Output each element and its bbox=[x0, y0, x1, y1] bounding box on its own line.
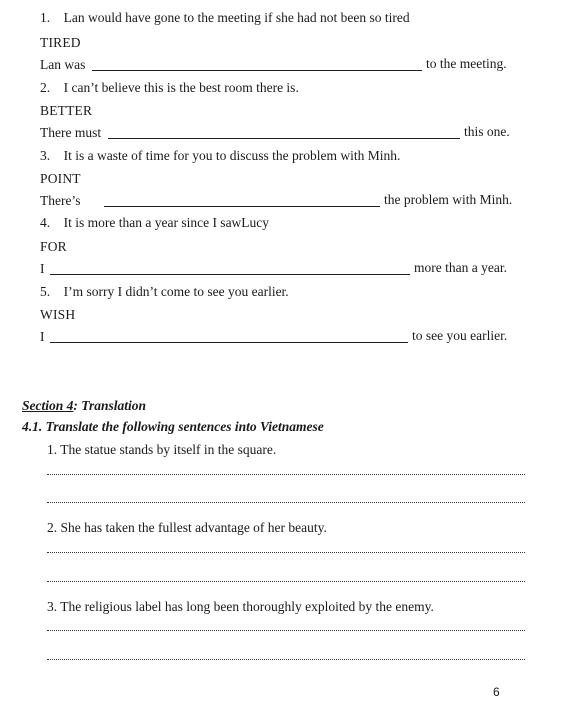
translation-line-3a[interactable] bbox=[47, 630, 525, 631]
question-1-keyword: TIRED bbox=[40, 35, 81, 50]
translation-line-1b[interactable] bbox=[47, 502, 525, 503]
section-subheading: 4.1. Translate the following sentences into Vietnamese bbox=[22, 419, 324, 434]
question-2-sentence: 2. I can’t believe this is the best room there is. bbox=[40, 80, 299, 95]
question-4-keyword: FOR bbox=[40, 239, 67, 254]
question-5-sentence: 5. I’m sorry I didn’t come to see you earlier. bbox=[40, 284, 289, 299]
section-heading-main: Section 4 bbox=[22, 398, 74, 413]
question-3-keyword: POINT bbox=[40, 171, 81, 186]
question-1-end: to the meeting. bbox=[426, 56, 507, 71]
question-3-answer-line[interactable] bbox=[104, 206, 380, 207]
question-5-start: I bbox=[40, 329, 45, 344]
question-5-keyword: WISH bbox=[40, 307, 76, 322]
question-4-start: I bbox=[40, 261, 45, 276]
question-2-end: this one. bbox=[464, 124, 510, 139]
question-1-sentence: 1. Lan would have gone to the meeting if she had not been so tired bbox=[40, 10, 410, 25]
question-1-start: Lan was bbox=[40, 57, 86, 72]
question-2-start: There must bbox=[40, 125, 102, 140]
page-number: 6 bbox=[493, 685, 500, 699]
question-5-end: to see you earlier. bbox=[412, 328, 508, 343]
question-5-answer-line[interactable] bbox=[50, 342, 408, 343]
question-3-start: There’s bbox=[40, 193, 81, 208]
question-4-end: more than a year. bbox=[414, 260, 507, 275]
question-1-answer-line[interactable] bbox=[92, 70, 422, 71]
translation-line-2a[interactable] bbox=[47, 552, 525, 553]
section-heading bbox=[22, 398, 146, 414]
translation-line-1a[interactable] bbox=[47, 474, 525, 475]
translation-sentence-2: 2. She has taken the fullest advantage of her beauty. bbox=[47, 520, 327, 535]
translation-sentence-1: 1. The statue stands by itself in the square. bbox=[47, 442, 277, 457]
translation-line-3b[interactable] bbox=[47, 659, 525, 660]
question-4-answer-line[interactable] bbox=[50, 274, 410, 275]
question-2-keyword: BETTER bbox=[40, 103, 93, 118]
question-4-sentence: 4. It is more than a year since I sawLucy bbox=[40, 215, 270, 230]
question-3-end: the problem with Minh. bbox=[384, 192, 513, 207]
section-heading-rest: : Translation bbox=[73, 398, 147, 413]
translation-line-2b[interactable] bbox=[47, 581, 525, 582]
translation-sentence-3: 3. The religious label has long been thoroughly exploited by the enemy. bbox=[47, 599, 434, 614]
question-2-answer-line[interactable] bbox=[108, 138, 460, 139]
question-3-sentence: 3. It is a waste of time for you to discuss the problem with Minh. bbox=[40, 148, 401, 163]
